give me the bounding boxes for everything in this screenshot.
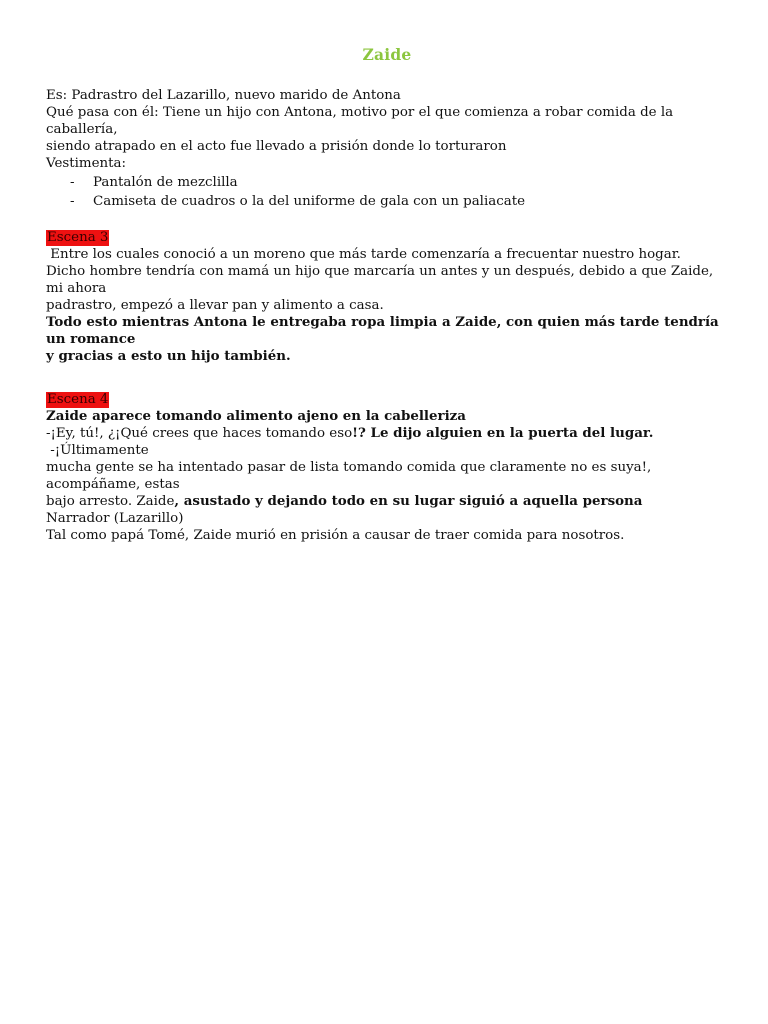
- scene-4-dialogue-line-3: [46, 493, 728, 510]
- scene-4-dialogue-line-1: [46, 425, 728, 459]
- intro-vestimenta: Vestimenta:: [46, 156, 127, 171]
- intro-que-pasa-line-2: siendo atrapado en el acto fue llevado a prisión donde lo torturaron: [46, 139, 507, 154]
- scene-3-line-1: Entre los cuales conoció a un moreno que más tarde comenzaría a frecuentar nuestro hogar.: [46, 247, 681, 262]
- document-title: Zaide: [362, 45, 412, 64]
- scene-4-dialogue-line-2: mucha gente se ha intentado pasar de lista tomando comida que claramente no es suya!, acompáñame, estas: [46, 460, 652, 492]
- list-item-text: Camiseta de cuadros o la del uniforme de gala con un paliacate: [93, 194, 526, 209]
- spacer: [46, 211, 728, 229]
- scene-4: [46, 391, 728, 544]
- intro-es: Es: Padrastro del Lazarillo, nuevo marido de Antona: [46, 88, 401, 103]
- scene-4-closing: Tal como papá Tomé, Zaide murió en prisión a causar de traer comida para nosotros.: [46, 528, 625, 543]
- scene-3-bold-line-1: Todo esto mientras Antona le entregaba ropa limpia a Zaide, con quien más tarde tendría un romance: [46, 314, 719, 347]
- dialogue-text: bajo arresto. Zaide: [46, 494, 175, 509]
- scene-3-bold-line-2: y gracias a esto un hijo también.: [46, 348, 291, 364]
- scene-4-heading: Zaide aparece tomando alimento ajeno en la cabelleriza: [46, 408, 466, 424]
- bullet-dash: -: [70, 175, 75, 190]
- dialogue-bold: !? Le dijo alguien en la puerta del lugar.: [352, 425, 654, 441]
- dialogue-text: -¡Ey, tú!, ¿¡Qué crees que haces tomando eso: [46, 426, 353, 441]
- dialogue-bold: , asustado y dejando todo en su lugar siguió a aquella persona: [174, 493, 643, 509]
- scene-3: [46, 229, 728, 365]
- list-item-text: Pantalón de mezclilla: [93, 175, 238, 190]
- scene-4-narrator: Narrador (Lazarillo): [46, 511, 184, 526]
- scene-4-label: Escena 4: [47, 392, 109, 407]
- bullet-dash: -: [70, 194, 75, 209]
- intro-que-pasa-line-1: Qué pasa con él: Tiene un hijo con Antona, motivo por el que comienza a robar comida de la caballería,: [46, 105, 674, 137]
- scene-3-line-3: padrastro, empezó a llevar pan y alimento a casa.: [46, 298, 384, 313]
- spacer: [46, 365, 728, 391]
- scene-3-line-2: Dicho hombre tendría con mamá un hijo que marcaría un antes y un después, debido a que Zaide, mi ahora: [46, 264, 714, 296]
- list-item: [70, 192, 728, 211]
- dialogue-text: -¡Últimamente: [46, 443, 149, 458]
- scene-3-label: Escena 3: [47, 230, 109, 245]
- vestimenta-list: [46, 173, 728, 211]
- list-item: [70, 173, 728, 192]
